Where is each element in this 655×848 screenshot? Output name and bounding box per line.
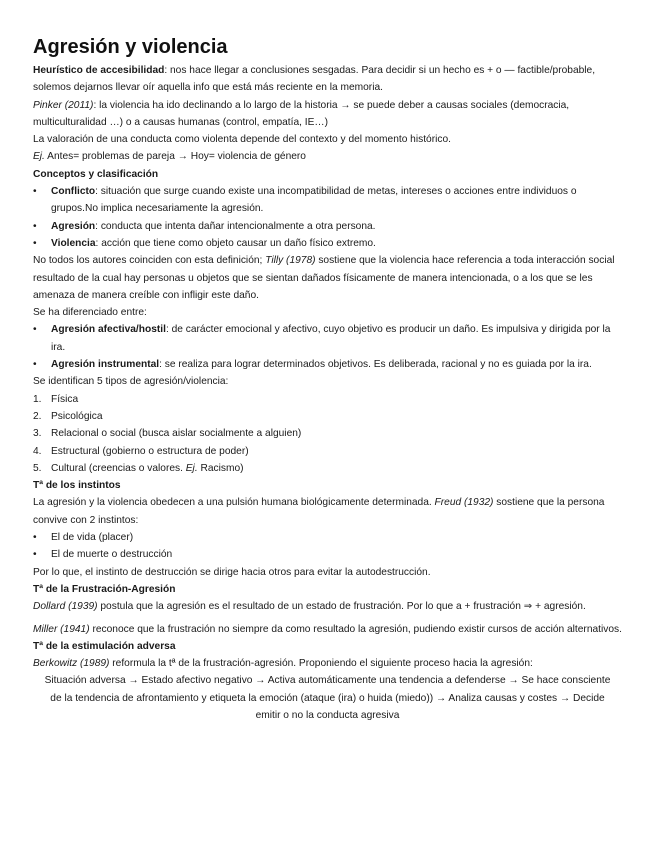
- instintos-text-before: La agresión y la violencia obedecen a una pulsión humana biológicamente determinada.: [33, 497, 435, 509]
- bullet-mark: •: [33, 359, 37, 371]
- tilly-text-after: sostiene que la violencia hace referencia a toda interacción social resultado de la cual hay personas u objetos que se sientan dañados físicamente de manera intencionada, o a los que se les amenaza de manera creíble con infligir este daño.: [33, 255, 615, 301]
- pinker-year: (2011): [64, 99, 94, 111]
- aggression-types-list: [33, 321, 622, 373]
- instinct-text: El de vida (placer): [51, 532, 134, 544]
- section-heading-conceptos: Conceptos y clasificación: [33, 168, 159, 180]
- instincts-list: [33, 529, 622, 564]
- dollard-text: postula que la agresión es el resultado de un estado de frustración. Por lo que a + frustración ⇒ + agresión.: [97, 601, 586, 613]
- item-text-after: Racismo): [197, 462, 244, 474]
- concept-text: : conducta que intenta dañar intencionalmente a otra persona.: [95, 220, 376, 232]
- list-item: [33, 183, 622, 218]
- aggression-term: Agresión afectiva/hostil: [51, 324, 166, 336]
- numbered-item: [33, 408, 622, 425]
- concept-text: : situación que surge cuando existe una incompatibilidad de metas, intereses o acciones entre individuos o grupos.No implica necesariamente la agresión.: [51, 186, 577, 215]
- concept-term: Conflicto: [51, 186, 96, 198]
- heuristic-term: Heurístico de accesibilidad: [33, 65, 165, 76]
- numbered-item: [33, 391, 622, 408]
- instinct-text: El de muerte o destrucción: [51, 549, 173, 561]
- heuristic-paragraph: [33, 62, 622, 97]
- pinker-author: Pinker: [33, 99, 62, 111]
- list-item: [33, 218, 622, 235]
- item-text: Cultural (creencias o valores.: [51, 462, 186, 474]
- cinco-tipos-paragraph: Se identifican 5 tipos de agresión/violencia:: [33, 376, 229, 388]
- tilly-paragraph: [33, 252, 622, 304]
- item-example-label: Ej.: [185, 462, 198, 474]
- freud-citation: Freud (1932): [434, 497, 494, 509]
- list-item: [33, 235, 622, 252]
- miller-text: reconoce que la frustración no siempre da como resultado la agresión, pudiendo existir cursos de acción alternativos.: [89, 623, 622, 635]
- pinker-paragraph: [33, 97, 622, 132]
- document-title: Agresión y violencia: [33, 36, 228, 58]
- tilly-text-before: No todos los autores coinciden con esta definición;: [33, 255, 266, 267]
- concept-list: [33, 183, 622, 252]
- section-heading-instintos: Tª de los instintos: [33, 480, 121, 492]
- concept-term: Agresión: [51, 220, 96, 232]
- pinker-text: : la violencia ha ido declinando a lo largo de la historia → se puede deber a causas sociales (democracia, multiculturalidad …) o a causas humanas (control, empatía, IE…): [33, 99, 570, 128]
- concept-text: : acción que tiene como objeto causar un daño físico extremo.: [95, 237, 376, 249]
- item-text: Física: [51, 393, 79, 405]
- berkowitz-text: reformula la tª de la frustración-agresión. Proponiendo el siguiente proceso hacia la agresión:: [109, 658, 533, 670]
- heuristic-text: : nos hace llegar a conclusiones sesgadas. Para decidir si un hecho es + o — factible/probable, solemos dejarnos llevar oír aquella info que está más reciente en la memoria.: [33, 65, 596, 94]
- item-number: 2.: [33, 410, 42, 422]
- list-item: [33, 546, 622, 563]
- violence-types-list: [33, 391, 622, 477]
- example-label: Ej.: [33, 151, 45, 163]
- item-number: 3.: [33, 428, 42, 440]
- numbered-item: [33, 443, 622, 460]
- instintos-paragraph: [33, 494, 622, 529]
- numbered-item: [33, 425, 622, 442]
- valoracion-paragraph: La valoración de una conducta como violenta depende del contexto y del momento histórico.: [33, 134, 451, 146]
- instintos-conclusion: Por lo que, el instinto de destrucción se dirige hacia otros para evitar la autodestrucción.: [33, 566, 431, 578]
- item-number: 5.: [33, 462, 42, 474]
- bullet-mark: •: [33, 532, 37, 544]
- bullet-mark: •: [33, 220, 37, 232]
- berkowitz-paragraph: [33, 655, 622, 672]
- process-paragraph: Situación adversa → Estado afectivo negativo → Activa automáticamente una tendencia a defenderse → Se hace consciente de la tendencia de afrontamiento y etiqueta la emoción (ataque (ira) o huida (miedo)) → Analiza causas y costes → Decide emitir o no la conducta agresiva: [44, 675, 611, 721]
- bullet-mark: •: [33, 186, 37, 198]
- tilly-citation: Tilly (1978): [265, 255, 316, 267]
- dollard-citation: Dollard (1939): [33, 601, 98, 613]
- bullet-mark: •: [33, 237, 37, 249]
- instintos-text-after: sostiene que la persona convive con 2 instintos:: [33, 497, 605, 526]
- miller-citation: Miller (1941): [33, 623, 90, 635]
- item-text: Psicológica: [51, 410, 103, 422]
- item-number: 1.: [33, 393, 42, 405]
- item-text: Estructural (gobierno o estructura de poder): [51, 445, 249, 457]
- item-text: Relacional o social (busca aislar socialmente a alguien): [51, 428, 302, 440]
- diferenciado-paragraph: Se ha diferenciado entre:: [33, 307, 147, 319]
- section-heading-frustracion: Tª de la Frustración-Agresión: [33, 583, 176, 595]
- numbered-item: [33, 460, 622, 477]
- miller-paragraph: [33, 621, 622, 638]
- bullet-mark: •: [33, 324, 37, 336]
- list-item: [33, 321, 622, 356]
- dollard-paragraph: [33, 598, 622, 615]
- example-text: Antes= problemas de pareja → Hoy= violencia de género: [44, 151, 306, 163]
- item-number: 4.: [33, 445, 42, 457]
- list-item: [33, 356, 622, 373]
- concept-term: Violencia: [51, 237, 96, 249]
- bullet-mark: •: [33, 549, 37, 561]
- berkowitz-citation: Berkowitz (1989): [33, 658, 110, 670]
- aggression-term: Agresión instrumental: [51, 359, 160, 371]
- aggression-text: : de carácter emocional y afectivo, cuyo objetivo es producir un daño. Es impulsiva y dirigida por la ira.: [51, 324, 611, 353]
- example-paragraph: [33, 148, 622, 165]
- aggression-text: : se realiza para lograr determinados objetivos. Es deliberada, racional y no es guiada por la ira.: [159, 359, 592, 371]
- list-item: [33, 529, 622, 546]
- section-heading-estimulacion: Tª de la estimulación adversa: [33, 640, 176, 652]
